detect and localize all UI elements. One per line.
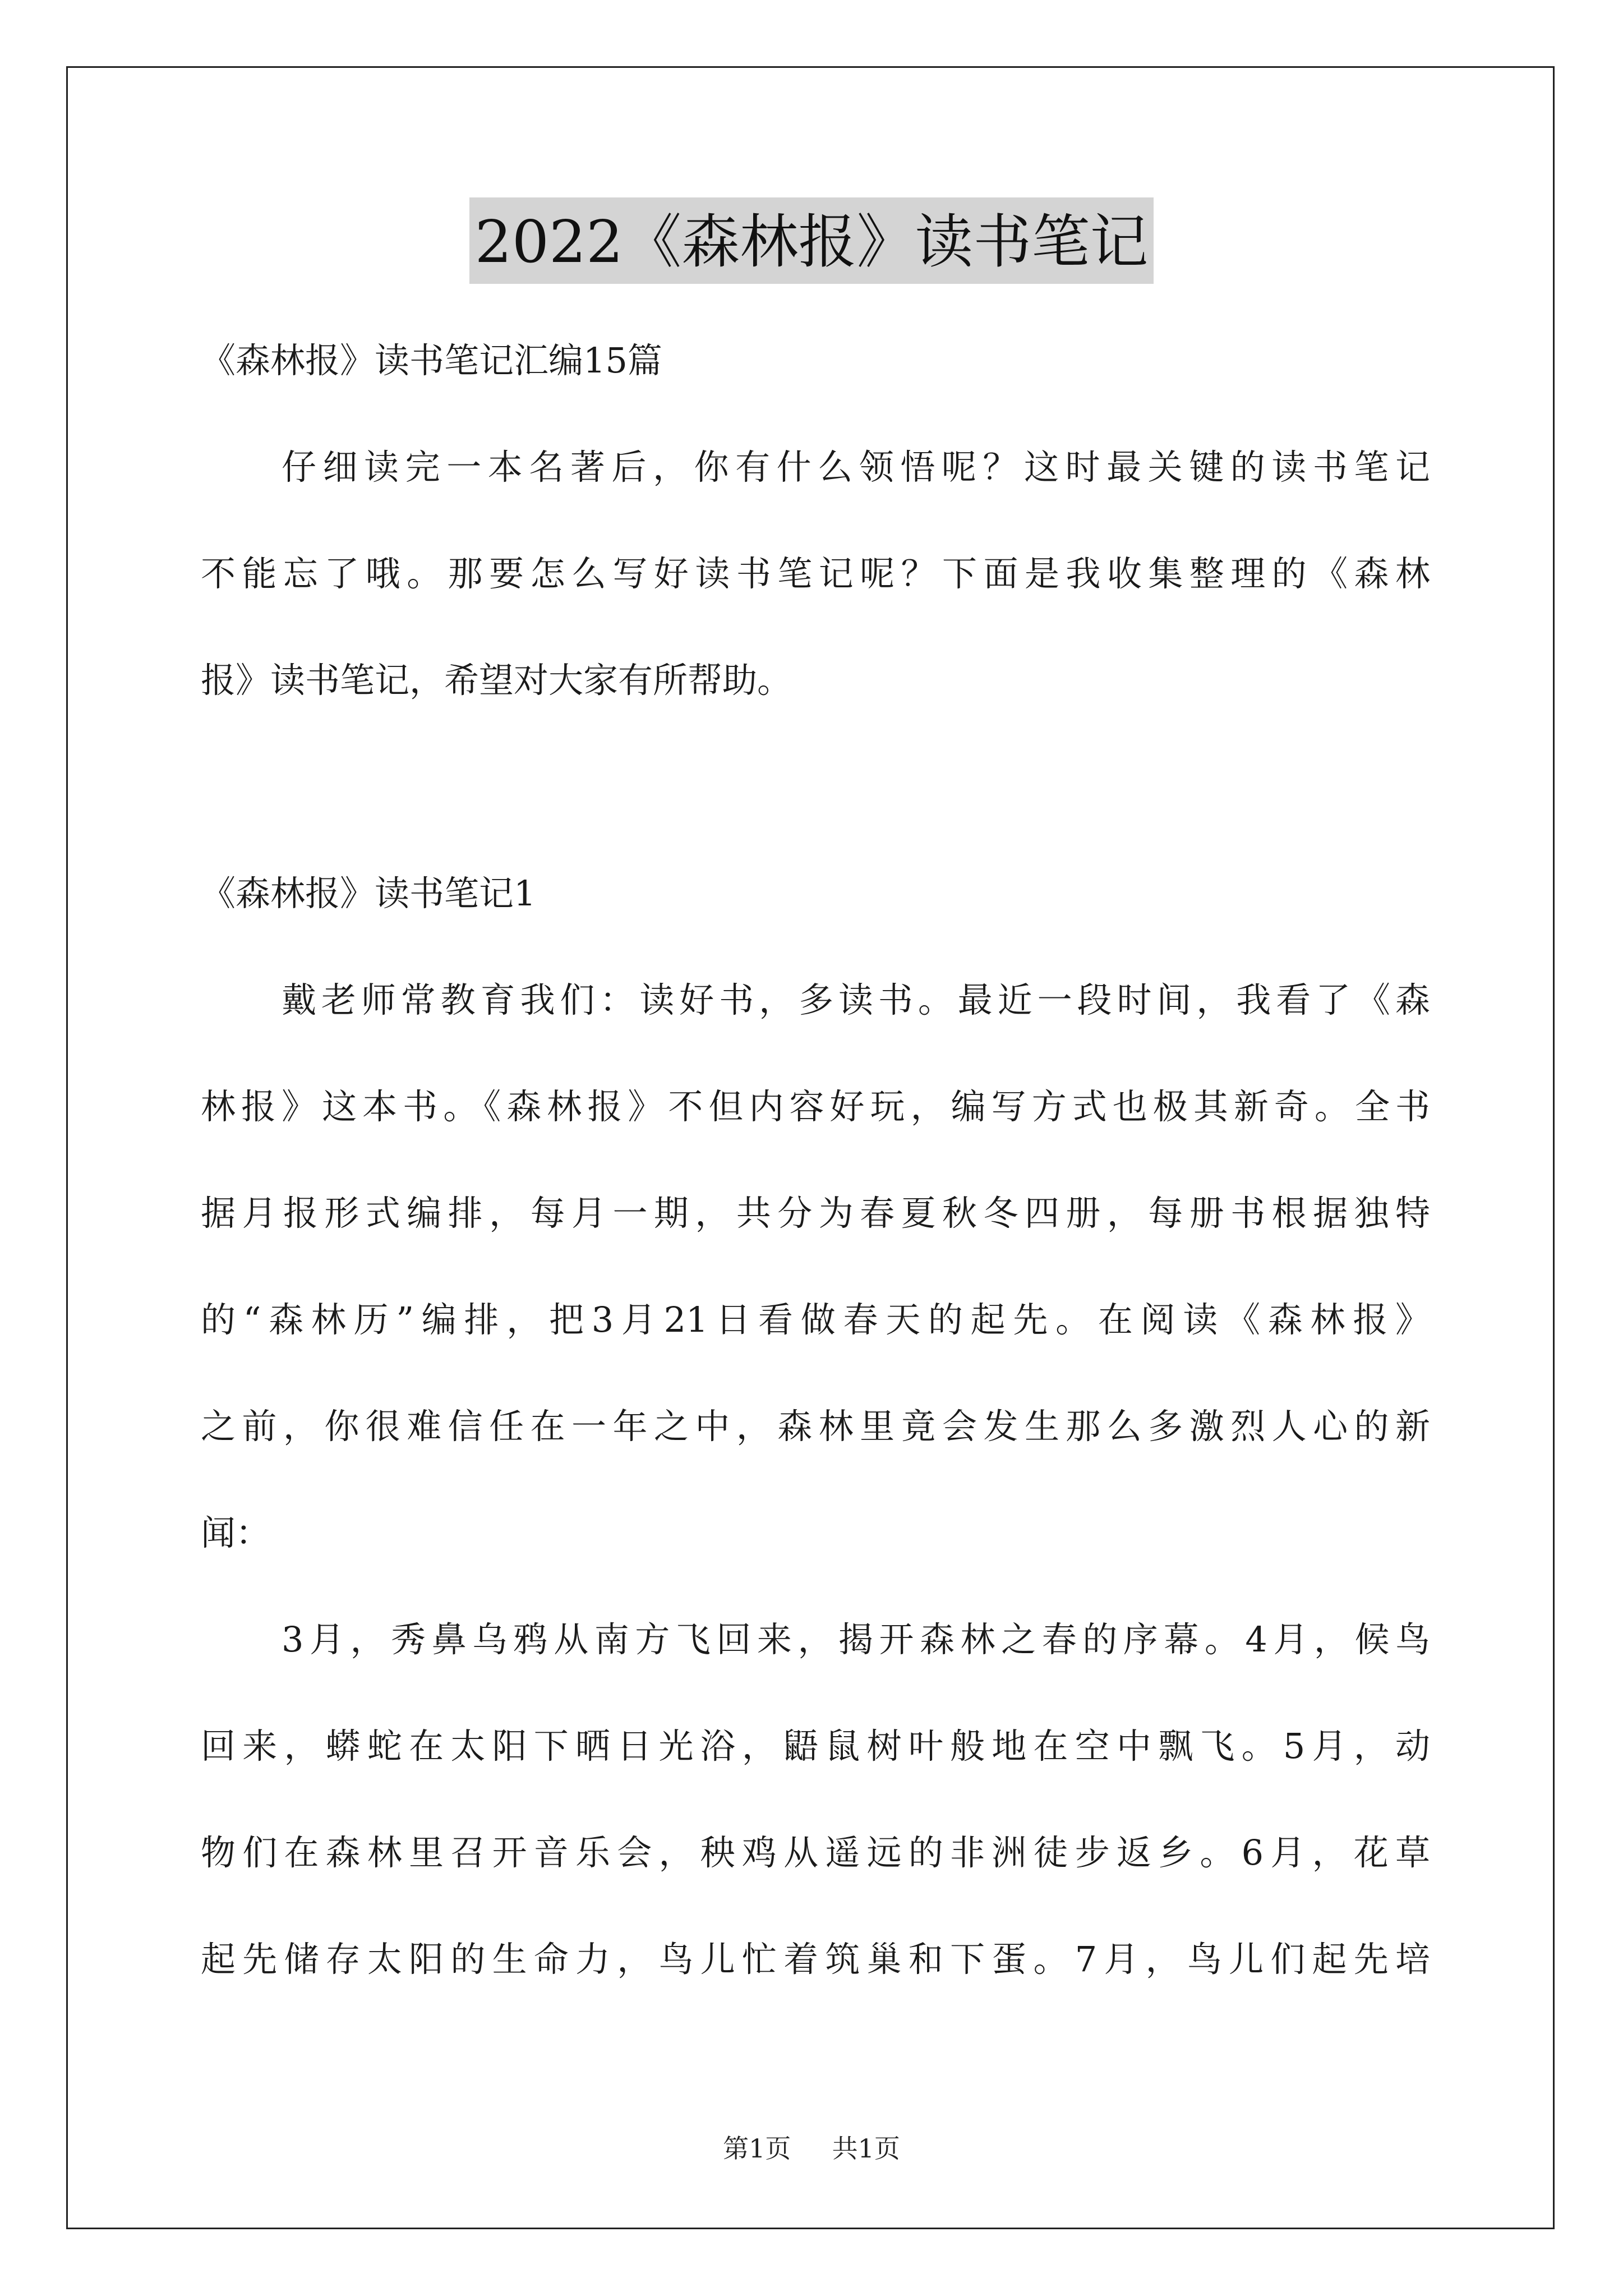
document-subtitle: 《森林报》读书笔记汇编15篇 [201, 340, 662, 381]
paragraph-line: 不能忘了哦。那要怎么写好读书笔记呢？下面是我收集整理的《森林 [201, 553, 1430, 594]
paragraph-line: 物们在森林里召开音乐会，秧鸡从遥远的非洲徒步返乡。6月，花草 [201, 1832, 1430, 1873]
paragraph-line: 之前，你很难信任在一年之中，森林里竟会发生那么多激烈人心的新 [201, 1406, 1430, 1447]
section-heading: 《森林报》读书笔记1 [201, 873, 536, 914]
intro-paragraph [201, 414, 1430, 734]
paragraph-line: 戴老师常教育我们：读好书，多读书。最近一段时间，我看了《森 [282, 979, 1430, 1020]
paragraph-line: 回来，蟒蛇在太阳下晒日光浴，鼯鼠树叶般地在空中飘飞。5月，动 [201, 1726, 1430, 1766]
page-number: 第1页 [723, 2133, 791, 2164]
document-title: 2022《森林报》读书笔记 [469, 197, 1154, 284]
paragraph-line: 林报》这本书。《森林报》不但内容好玩，编写方式也极其新奇。全书 [201, 1086, 1430, 1127]
paragraph-line: 的“森林历”编排，把3月21日看做春天的起先。在阅读《森林报》 [201, 1299, 1430, 1340]
section-paragraph [201, 1586, 1430, 2013]
document-body [201, 307, 1430, 2013]
page-total: 共1页 [832, 2133, 900, 2164]
paragraph-spacer [201, 734, 1430, 840]
section-paragraph [201, 947, 1430, 1586]
paragraph-line: 3月，秀鼻乌鸦从南方飞回来，揭开森林之春的序幕。4月，候鸟 [282, 1619, 1430, 1660]
paragraph-line: 报》读书笔记，希望对大家有所帮助。 [201, 660, 792, 701]
paragraph-line: 闻： [201, 1512, 271, 1553]
paragraph-line: 据月报形式编排，每月一期，共分为春夏秋冬四册，每册书根据独特 [201, 1193, 1430, 1234]
paragraph-line: 起先储存太阳的生命力，鸟儿忙着筑巢和下蛋。7月，鸟儿们起先培 [201, 1939, 1430, 1980]
title-container [0, 197, 1623, 284]
paragraph-line: 仔细读完一本名著后，你有什么领悟呢？这时最关键的读书笔记 [282, 447, 1430, 487]
page-footer [0, 2132, 1623, 2165]
